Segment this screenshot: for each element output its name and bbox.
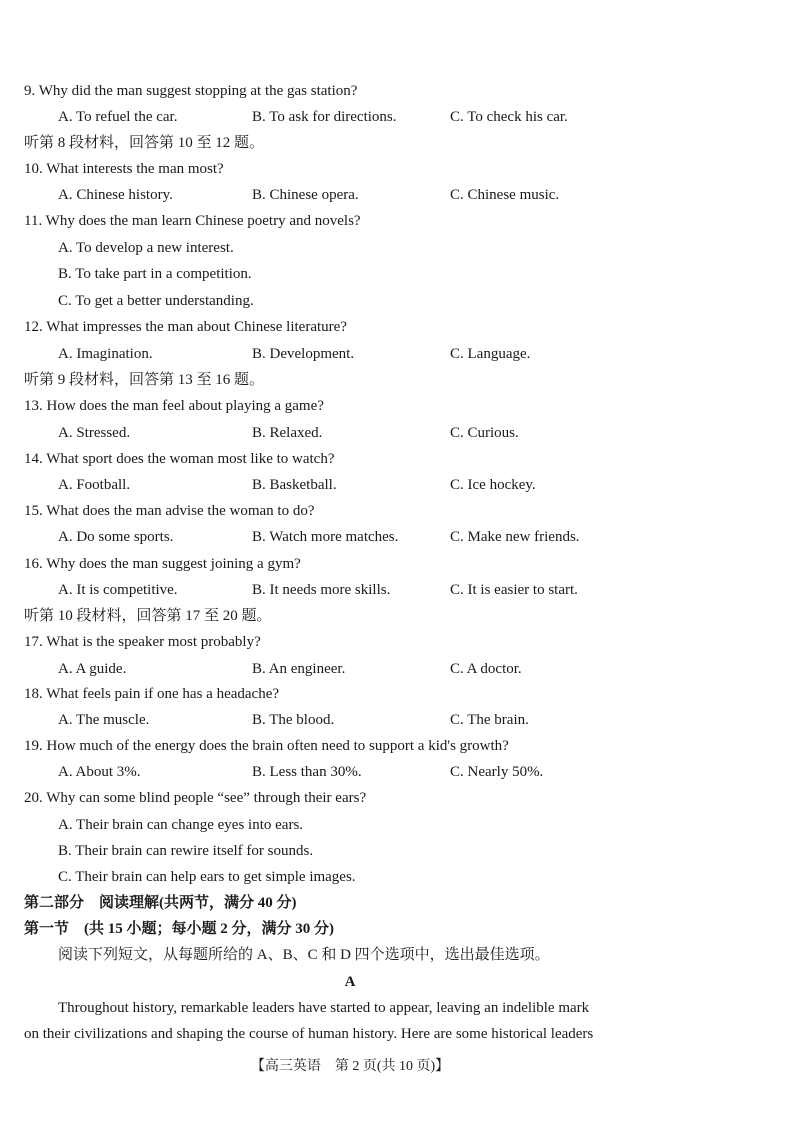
question-20-option-b: B. Their brain can rewire itself for sounds. [58,843,314,859]
part-2-section-1-heading: 第一节 (共 15 小题；每小题 2 分，满分 30 分) [24,921,334,937]
question-18-option-a: A. The muscle. [58,712,150,728]
question-18-option-b: B. The blood. [252,712,335,728]
question-15-option-b: B. Watch more matches. [252,529,399,545]
question-18-option-c: C. The brain. [450,712,529,728]
question-12-option-a: A. Imagination. [58,346,153,362]
question-13-option-b: B. Relaxed. [252,425,323,441]
question-13-option-c: C. Curious. [450,425,519,441]
question-14-option-a: A. Football. [58,477,131,493]
question-16-option-b: B. It needs more skills. [252,582,391,598]
question-11-stem: 11. Why does the man learn Chinese poetry and novels? [24,213,361,229]
question-9-option-a: A. To refuel the car. [58,109,178,125]
question-18-stem: 18. What feels pain if one has a headache? [24,686,280,702]
question-11-option-c: C. To get a better understanding. [58,293,254,309]
question-16-option-c: C. It is easier to start. [450,582,578,598]
section-9-instruction: 听第 9 段材料，回答第 13 至 16 题。 [24,372,265,388]
question-20-stem: 20. Why can some blind people “see” through their ears? [24,790,367,806]
question-16-option-a: A. It is competitive. [58,582,178,598]
question-19-option-c: C. Nearly 50%. [450,764,544,780]
question-10-option-a: A. Chinese history. [58,187,173,203]
reading-instruction: 阅读下列短文，从每题所给的 A、B、C 和 D 四个选项中，选出最佳选项。 [58,947,550,963]
question-14-stem: 14. What sport does the woman most like to watch? [24,451,335,467]
question-12-option-c: C. Language. [450,346,531,362]
question-10-option-c: C. Chinese music. [450,187,560,203]
section-8-instruction: 听第 8 段材料，回答第 10 至 12 题。 [24,135,265,151]
question-16-stem: 16. Why does the man suggest joining a gym? [24,556,301,572]
question-19-option-a: A. About 3%. [58,764,141,780]
question-13-option-a: A. Stressed. [58,425,131,441]
passage-line-2: on their civilizations and shaping the course of human history. Here are some historical leaders [24,1026,594,1042]
question-19-stem: 19. How much of the energy does the brain often need to support a kid's growth? [24,738,509,754]
question-20-option-c: C. Their brain can help ears to get simple images. [58,869,356,885]
question-13-stem: 13. How does the man feel about playing a game? [24,398,324,414]
question-19-option-b: B. Less than 30%. [252,764,362,780]
passage-line-1: Throughout history, remarkable leaders have started to appear, leaving an indelible mark [58,1000,590,1016]
page-footer: 【高三英语 第 2 页(共 10 页)】 [250,1059,450,1074]
question-10-option-b: B. Chinese opera. [252,187,359,203]
question-17-option-b: B. An engineer. [252,661,346,677]
question-14-option-c: C. Ice hockey. [450,477,536,493]
question-17-option-c: C. A doctor. [450,661,522,677]
question-15-option-a: A. Do some sports. [58,529,174,545]
question-9-option-c: C. To check his car. [450,109,568,125]
question-12-stem: 12. What impresses the man about Chinese literature? [24,319,347,335]
question-9-option-b: B. To ask for directions. [252,109,397,125]
question-15-option-c: C. Make new friends. [450,529,580,545]
question-11-option-b: B. To take part in a competition. [58,266,252,282]
question-15-stem: 15. What does the man advise the woman to do? [24,503,315,519]
question-17-stem: 17. What is the speaker most probably? [24,634,261,650]
section-10-instruction: 听第 10 段材料，回答第 17 至 20 题。 [24,608,272,624]
question-9-stem: 9. Why did the man suggest stopping at the gas station? [24,83,358,99]
question-12-option-b: B. Development. [252,346,355,362]
question-17-option-a: A. A guide. [58,661,127,677]
question-14-option-b: B. Basketball. [252,477,337,493]
question-11-option-a: A. To develop a new interest. [58,240,234,256]
question-20-option-a: A. Their brain can change eyes into ears. [58,817,304,833]
part-2-heading: 第二部分 阅读理解(共两节，满分 40 分) [24,895,297,911]
question-10-stem: 10. What interests the man most? [24,161,224,177]
passage-label: A [344,974,356,990]
